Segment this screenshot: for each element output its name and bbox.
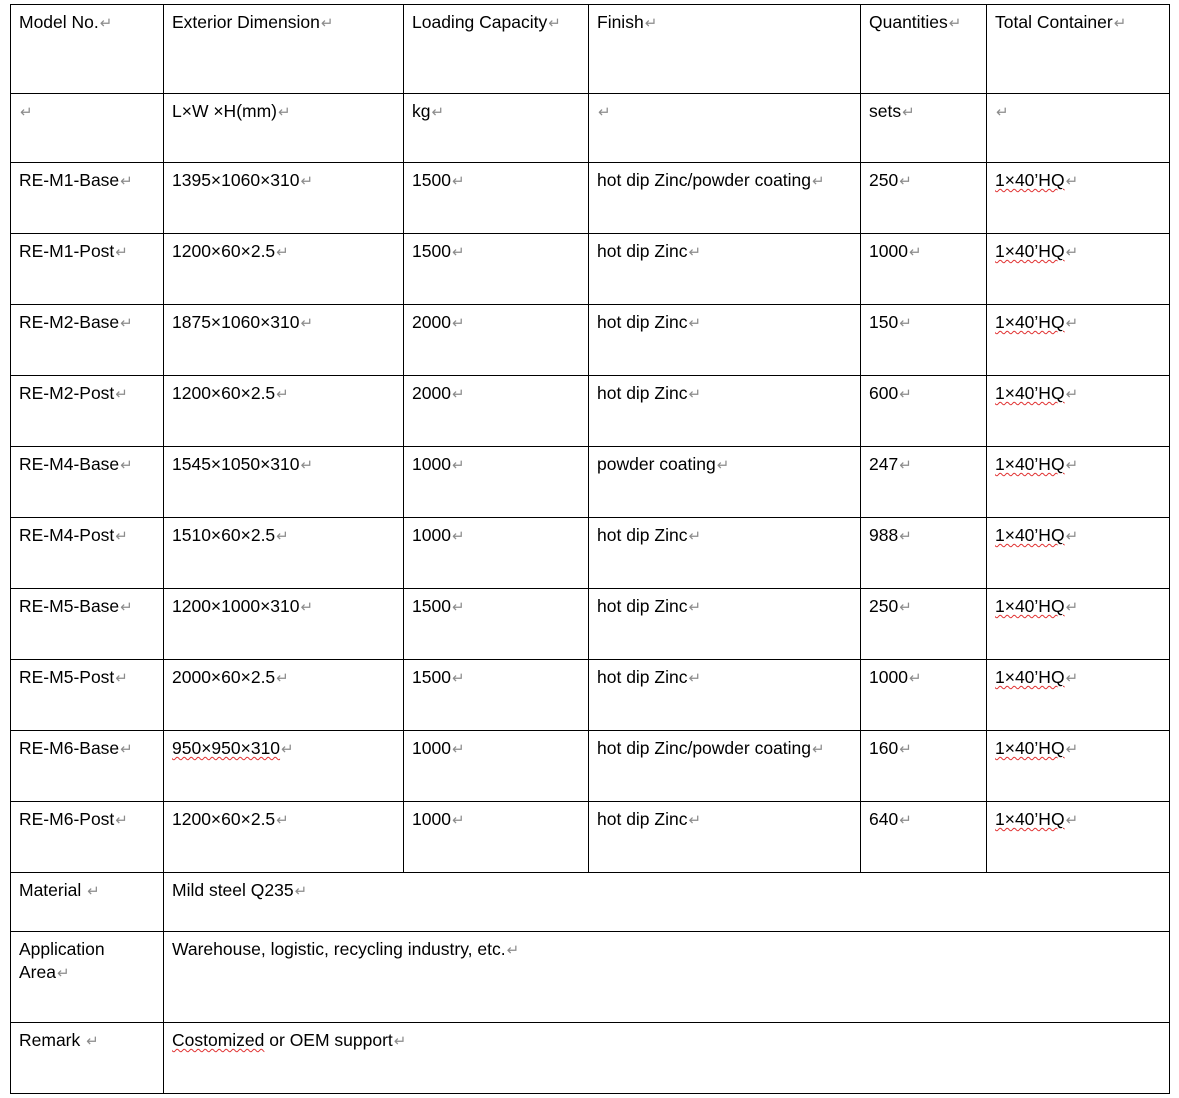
pilcrow-icon: ↵ <box>115 386 128 403</box>
cell-quantities <box>861 447 987 518</box>
value-remark-text: or OEM support <box>264 1030 393 1050</box>
pilcrow-icon: ↵ <box>320 15 334 32</box>
pilcrow-icon: ↵ <box>688 386 702 403</box>
value-container: 1×40’HQ <box>995 596 1065 616</box>
pilcrow-icon: ↵ <box>1065 457 1079 474</box>
cell-model <box>11 447 164 518</box>
pilcrow-icon: ↵ <box>115 812 128 829</box>
pilcrow-icon: ↵ <box>276 386 289 403</box>
table-unit-row <box>11 94 1170 163</box>
value-model: RE-M5-Base <box>19 596 120 616</box>
pilcrow-icon: ↵ <box>812 173 825 190</box>
value-quantities: 1000 <box>869 241 908 261</box>
cell-finish <box>589 376 861 447</box>
pilcrow-icon: ↵ <box>1065 741 1079 758</box>
pilcrow-icon: ↵ <box>86 1033 99 1050</box>
table-row <box>11 660 1170 731</box>
value-finish: hot dip Zinc <box>597 525 688 545</box>
header-cell-dimension <box>164 5 404 94</box>
pilcrow-icon: ↵ <box>899 386 912 403</box>
value-finish: hot dip Zinc <box>597 312 688 332</box>
product-spec-table <box>10 4 1170 1094</box>
cell-finish <box>589 589 861 660</box>
pilcrow-icon: ↵ <box>899 599 912 616</box>
pilcrow-icon: ↵ <box>451 741 465 758</box>
cell-finish <box>589 447 861 518</box>
table-row <box>11 731 1170 802</box>
pilcrow-icon: ↵ <box>451 670 465 687</box>
cell-finish <box>589 518 861 589</box>
cell-container <box>987 518 1170 589</box>
pilcrow-icon: ↵ <box>812 741 825 758</box>
pilcrow-icon: ↵ <box>276 812 289 829</box>
value-finish: hot dip Zinc <box>597 809 688 829</box>
cell-capacity <box>404 447 589 518</box>
value-quantities: 250 <box>869 170 899 190</box>
cell-capacity <box>404 802 589 873</box>
cell-dimension <box>164 589 404 660</box>
pilcrow-icon: ↵ <box>120 457 133 474</box>
pilcrow-icon: ↵ <box>688 244 702 261</box>
pilcrow-icon: ↵ <box>688 812 702 829</box>
cell-container <box>987 234 1170 305</box>
cell-capacity <box>404 305 589 376</box>
value-container: 1×40’HQ <box>995 454 1065 474</box>
cell-capacity <box>404 376 589 447</box>
cell-finish <box>589 305 861 376</box>
cell-quantities <box>861 376 987 447</box>
unit-label-dimension: L×W ×H(mm) <box>172 101 277 121</box>
value-dimension: 1510×60×2.5 <box>172 525 276 545</box>
cell-quantities <box>861 518 987 589</box>
cell-model <box>11 234 164 305</box>
value-model: RE-M2-Post <box>19 383 115 403</box>
label-remark-text: Remark <box>19 1030 86 1050</box>
unit-cell-dimension <box>164 94 404 163</box>
header-label-quantities: Quantities <box>869 12 948 32</box>
value-dimension: 1200×1000×310 <box>172 596 300 616</box>
value-quantities: 1000 <box>869 667 908 687</box>
value-container: 1×40’HQ <box>995 312 1065 332</box>
value-finish: hot dip Zinc/powder coating <box>597 170 812 190</box>
pilcrow-icon: ↵ <box>1113 15 1127 32</box>
pilcrow-icon: ↵ <box>56 965 70 983</box>
cell-model <box>11 731 164 802</box>
value-container: 1×40’HQ <box>995 241 1065 261</box>
pilcrow-icon: ↵ <box>300 457 314 474</box>
pilcrow-icon: ↵ <box>899 457 912 474</box>
table-row <box>11 518 1170 589</box>
header-cell-quantities <box>861 5 987 94</box>
value-dimension: 1545×1050×310 <box>172 454 300 474</box>
pilcrow-icon: ↵ <box>451 812 465 829</box>
value-capacity: 1000 <box>412 809 451 829</box>
cell-model <box>11 163 164 234</box>
label-application-area-text: Application Area <box>19 939 105 983</box>
cell-model <box>11 589 164 660</box>
label-remark <box>11 1023 164 1094</box>
header-label-model: Model No. <box>19 12 99 32</box>
pilcrow-icon: ↵ <box>899 812 912 829</box>
pilcrow-icon: ↵ <box>451 244 465 261</box>
pilcrow-icon: ↵ <box>115 244 128 261</box>
cell-dimension <box>164 376 404 447</box>
value-dimension: 950×950×310 <box>172 738 281 758</box>
pilcrow-icon: ↵ <box>87 883 100 900</box>
pilcrow-icon: ↵ <box>1065 670 1079 687</box>
cell-finish <box>589 163 861 234</box>
header-label-dimension: Exterior Dimension <box>172 12 320 32</box>
value-remark <box>164 1023 1170 1094</box>
value-container: 1×40’HQ <box>995 383 1065 403</box>
cell-dimension <box>164 163 404 234</box>
cell-dimension <box>164 305 404 376</box>
value-model: RE-M6-Base <box>19 738 120 758</box>
pilcrow-icon: ↵ <box>948 15 962 32</box>
pilcrow-icon: ↵ <box>120 599 133 616</box>
cell-container <box>987 305 1170 376</box>
cell-capacity <box>404 518 589 589</box>
value-container: 1×40’HQ <box>995 170 1065 190</box>
cell-container <box>987 447 1170 518</box>
cell-model <box>11 305 164 376</box>
pilcrow-icon: ↵ <box>688 670 702 687</box>
value-container: 1×40’HQ <box>995 738 1065 758</box>
cell-model <box>11 518 164 589</box>
value-quantities: 640 <box>869 809 899 829</box>
header-cell-model <box>11 5 164 94</box>
pilcrow-icon: ↵ <box>300 315 314 332</box>
cell-dimension <box>164 802 404 873</box>
value-model: RE-M1-Post <box>19 241 115 261</box>
value-quantities: 150 <box>869 312 899 332</box>
pilcrow-icon: ↵ <box>908 670 922 687</box>
cell-container <box>987 660 1170 731</box>
value-finish: hot dip Zinc <box>597 383 688 403</box>
header-label-capacity: Loading Capacity <box>412 12 548 32</box>
value-quantities: 247 <box>869 454 899 474</box>
unit-cell-container <box>987 94 1170 163</box>
pilcrow-icon: ↵ <box>300 173 314 190</box>
cell-container <box>987 376 1170 447</box>
pilcrow-icon: ↵ <box>451 386 465 403</box>
pilcrow-icon: ↵ <box>431 104 445 121</box>
value-capacity: 1000 <box>412 525 451 545</box>
cell-model <box>11 376 164 447</box>
cell-dimension <box>164 234 404 305</box>
value-dimension: 1395×1060×310 <box>172 170 300 190</box>
pilcrow-icon: ↵ <box>99 15 113 32</box>
pilcrow-icon: ↵ <box>1065 386 1079 403</box>
value-finish: powder coating <box>597 454 716 474</box>
value-finish: hot dip Zinc <box>597 667 688 687</box>
value-dimension: 1875×1060×310 <box>172 312 300 332</box>
unit-cell-quantities <box>861 94 987 163</box>
unit-cell-finish <box>589 94 861 163</box>
pilcrow-icon: ↵ <box>1065 315 1079 332</box>
pilcrow-icon: ↵ <box>902 104 915 121</box>
pilcrow-icon: ↵ <box>1065 599 1079 616</box>
pilcrow-icon: ↵ <box>120 741 133 758</box>
value-model: RE-M1-Base <box>19 170 120 190</box>
value-quantities: 250 <box>869 596 899 616</box>
label-material <box>11 873 164 932</box>
pilcrow-icon: ↵ <box>598 104 611 121</box>
unit-cell-model <box>11 94 164 163</box>
value-capacity: 1500 <box>412 241 451 261</box>
cell-container <box>987 163 1170 234</box>
cell-capacity <box>404 731 589 802</box>
value-capacity: 1000 <box>412 738 451 758</box>
pilcrow-icon: ↵ <box>716 457 730 474</box>
cell-quantities <box>861 731 987 802</box>
value-capacity: 1000 <box>412 454 451 474</box>
pilcrow-icon: ↵ <box>548 15 561 32</box>
value-capacity: 2000 <box>412 312 451 332</box>
pilcrow-icon: ↵ <box>908 244 922 261</box>
label-application-area <box>11 932 164 1023</box>
value-application-area-text: Warehouse, logistic, recycling industry, etc. <box>172 939 506 959</box>
cell-quantities <box>861 660 987 731</box>
pilcrow-icon: ↵ <box>1065 173 1079 190</box>
value-dimension: 1200×60×2.5 <box>172 241 276 261</box>
value-model: RE-M4-Post <box>19 525 115 545</box>
pilcrow-icon: ↵ <box>996 104 1009 121</box>
pilcrow-icon: ↵ <box>451 315 465 332</box>
cell-dimension <box>164 518 404 589</box>
pilcrow-icon: ↵ <box>115 670 128 687</box>
pilcrow-icon: ↵ <box>1065 812 1079 829</box>
pilcrow-icon: ↵ <box>899 528 912 545</box>
pilcrow-icon: ↵ <box>276 670 289 687</box>
cell-quantities <box>861 305 987 376</box>
header-cell-capacity <box>404 5 589 94</box>
pilcrow-icon: ↵ <box>120 173 133 190</box>
unit-label-capacity: kg <box>412 101 431 121</box>
pilcrow-icon: ↵ <box>451 173 465 190</box>
pilcrow-icon: ↵ <box>688 528 702 545</box>
pilcrow-icon: ↵ <box>294 883 308 900</box>
cell-container <box>987 589 1170 660</box>
value-finish: hot dip Zinc/powder coating <box>597 738 812 758</box>
value-dimension: 1200×60×2.5 <box>172 809 276 829</box>
table-row <box>11 376 1170 447</box>
value-finish: hot dip Zinc <box>597 596 688 616</box>
pilcrow-icon: ↵ <box>451 599 465 616</box>
value-capacity: 1500 <box>412 596 451 616</box>
unit-cell-capacity <box>404 94 589 163</box>
pilcrow-icon: ↵ <box>451 457 465 474</box>
pilcrow-icon: ↵ <box>276 528 289 545</box>
cell-quantities <box>861 234 987 305</box>
pilcrow-icon: ↵ <box>276 244 289 261</box>
pilcrow-icon: ↵ <box>120 315 133 332</box>
table-row <box>11 802 1170 873</box>
cell-capacity <box>404 234 589 305</box>
value-dimension: 2000×60×2.5 <box>172 667 276 687</box>
cell-quantities <box>861 802 987 873</box>
header-cell-container <box>987 5 1170 94</box>
cell-capacity <box>404 589 589 660</box>
table-row <box>11 305 1170 376</box>
pilcrow-icon: ↵ <box>644 15 658 32</box>
header-label-container: Total Container <box>995 12 1113 32</box>
value-remark-misspelled: Costomized <box>172 1030 265 1050</box>
unit-label-quantities: sets <box>869 101 902 121</box>
cell-quantities <box>861 163 987 234</box>
value-material-text: Mild steel Q235 <box>172 880 294 900</box>
value-model: RE-M5-Post <box>19 667 115 687</box>
cell-container <box>987 802 1170 873</box>
pilcrow-icon: ↵ <box>278 104 291 121</box>
pilcrow-icon: ↵ <box>899 315 912 332</box>
value-finish: hot dip Zinc <box>597 241 688 261</box>
pilcrow-icon: ↵ <box>899 173 912 190</box>
value-capacity: 2000 <box>412 383 451 403</box>
pilcrow-icon: ↵ <box>300 599 314 616</box>
cell-capacity <box>404 163 589 234</box>
cell-finish <box>589 731 861 802</box>
label-material-text: Material <box>19 880 87 900</box>
header-cell-finish <box>589 5 861 94</box>
table-row-material <box>11 873 1170 932</box>
cell-dimension <box>164 731 404 802</box>
cell-dimension <box>164 447 404 518</box>
cell-finish <box>589 660 861 731</box>
value-quantities: 160 <box>869 738 899 758</box>
cell-container <box>987 731 1170 802</box>
cell-dimension <box>164 660 404 731</box>
header-label-finish: Finish <box>597 12 644 32</box>
value-container: 1×40’HQ <box>995 809 1065 829</box>
value-dimension: 1200×60×2.5 <box>172 383 276 403</box>
value-container: 1×40’HQ <box>995 525 1065 545</box>
pilcrow-icon: ↵ <box>1065 528 1079 545</box>
value-capacity: 1500 <box>412 170 451 190</box>
pilcrow-icon: ↵ <box>1065 244 1079 261</box>
value-quantities: 988 <box>869 525 899 545</box>
cell-capacity <box>404 660 589 731</box>
pilcrow-icon: ↵ <box>281 741 294 758</box>
table-row <box>11 447 1170 518</box>
value-capacity: 1500 <box>412 667 451 687</box>
table-row <box>11 163 1170 234</box>
cell-model <box>11 660 164 731</box>
value-quantities: 600 <box>869 383 899 403</box>
cell-finish <box>589 234 861 305</box>
table-header-row <box>11 5 1170 94</box>
value-application-area <box>164 932 1170 1023</box>
pilcrow-icon: ↵ <box>688 315 702 332</box>
pilcrow-icon: ↵ <box>393 1033 407 1050</box>
table-row-remark <box>11 1023 1170 1094</box>
table-row <box>11 589 1170 660</box>
table-row-application <box>11 932 1170 1023</box>
cell-finish <box>589 802 861 873</box>
pilcrow-icon: ↵ <box>451 528 465 545</box>
value-material <box>164 873 1170 932</box>
pilcrow-icon: ↵ <box>506 942 520 959</box>
value-model: RE-M2-Base <box>19 312 120 332</box>
value-model: RE-M4-Base <box>19 454 120 474</box>
value-model: RE-M6-Post <box>19 809 115 829</box>
table-row <box>11 234 1170 305</box>
value-container: 1×40’HQ <box>995 667 1065 687</box>
pilcrow-icon: ↵ <box>115 528 128 545</box>
pilcrow-icon: ↵ <box>20 104 33 121</box>
cell-quantities <box>861 589 987 660</box>
cell-model <box>11 802 164 873</box>
pilcrow-icon: ↵ <box>899 741 912 758</box>
pilcrow-icon: ↵ <box>688 599 702 616</box>
